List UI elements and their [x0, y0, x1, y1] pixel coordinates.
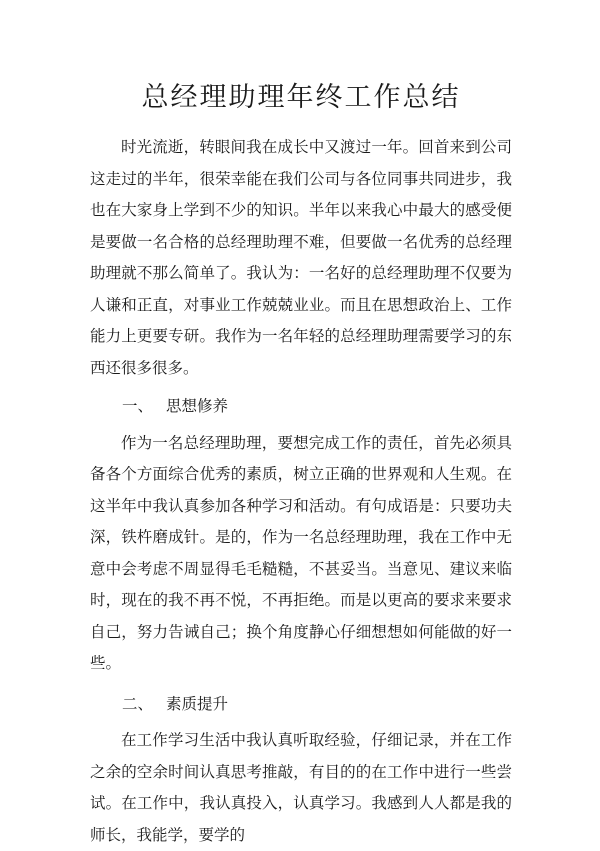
section-heading-label: 思想修养 [166, 397, 229, 415]
section-heading-quality [90, 689, 512, 721]
section-heading-thinking [90, 391, 512, 423]
document-title: 总经理助理年终工作总结 [141, 82, 461, 113]
quality-paragraph: 在工作学习生活中我认真听取经验，仔细记录，并在工作之余的空余时间认真思考推敲，有目的的在工作中进行一些尝试。在工作中，我认真投入，认真学习。我感到人人都是我的师长，我能学，要学的 [90, 731, 512, 844]
section-number: 一、 [122, 397, 154, 415]
intro-paragraph: 时光流逝，转眼间我在成长中又渡过一年。回首来到公司这走过的半年，很荣幸能在我们公司与各位同事共同进步，我也在大家身上学到不少的知识。半年以来我心中最大的感受便是要做一名合格的总经理助理不难，但要做一名优秀的总经理助理就不那么简单了。我认为：一名好的总经理助理不仅要为人谦和正直，对事业工作兢兢业业。而且在思想政治上、工作能力上更要专研。我作为一名年轻的总经理助理需要学习的东西还很多很多。 [90, 138, 512, 377]
thinking-paragraph: 作为一名总经理助理，要想完成工作的责任，首先必须具备各个方面综合优秀的素质，树立正确的世界观和人生观。在这半年中我认真参加各种学习和活动。有句成语是：只要功夫深，铁杵磨成针。是的，作为一名总经理助理，我在工作中无意中会考虑不周显得毛毛糙糙，不甚妥当。当意见、建议来临时，现在的我不再不悦，不再拒绝。而是以更高的要求来要求自己，努力告诫自己；换个角度静心仔细想想如何能做的好一些。 [90, 433, 512, 672]
section-heading-label: 素质提升 [166, 694, 229, 713]
section-number: 二、 [122, 694, 154, 713]
